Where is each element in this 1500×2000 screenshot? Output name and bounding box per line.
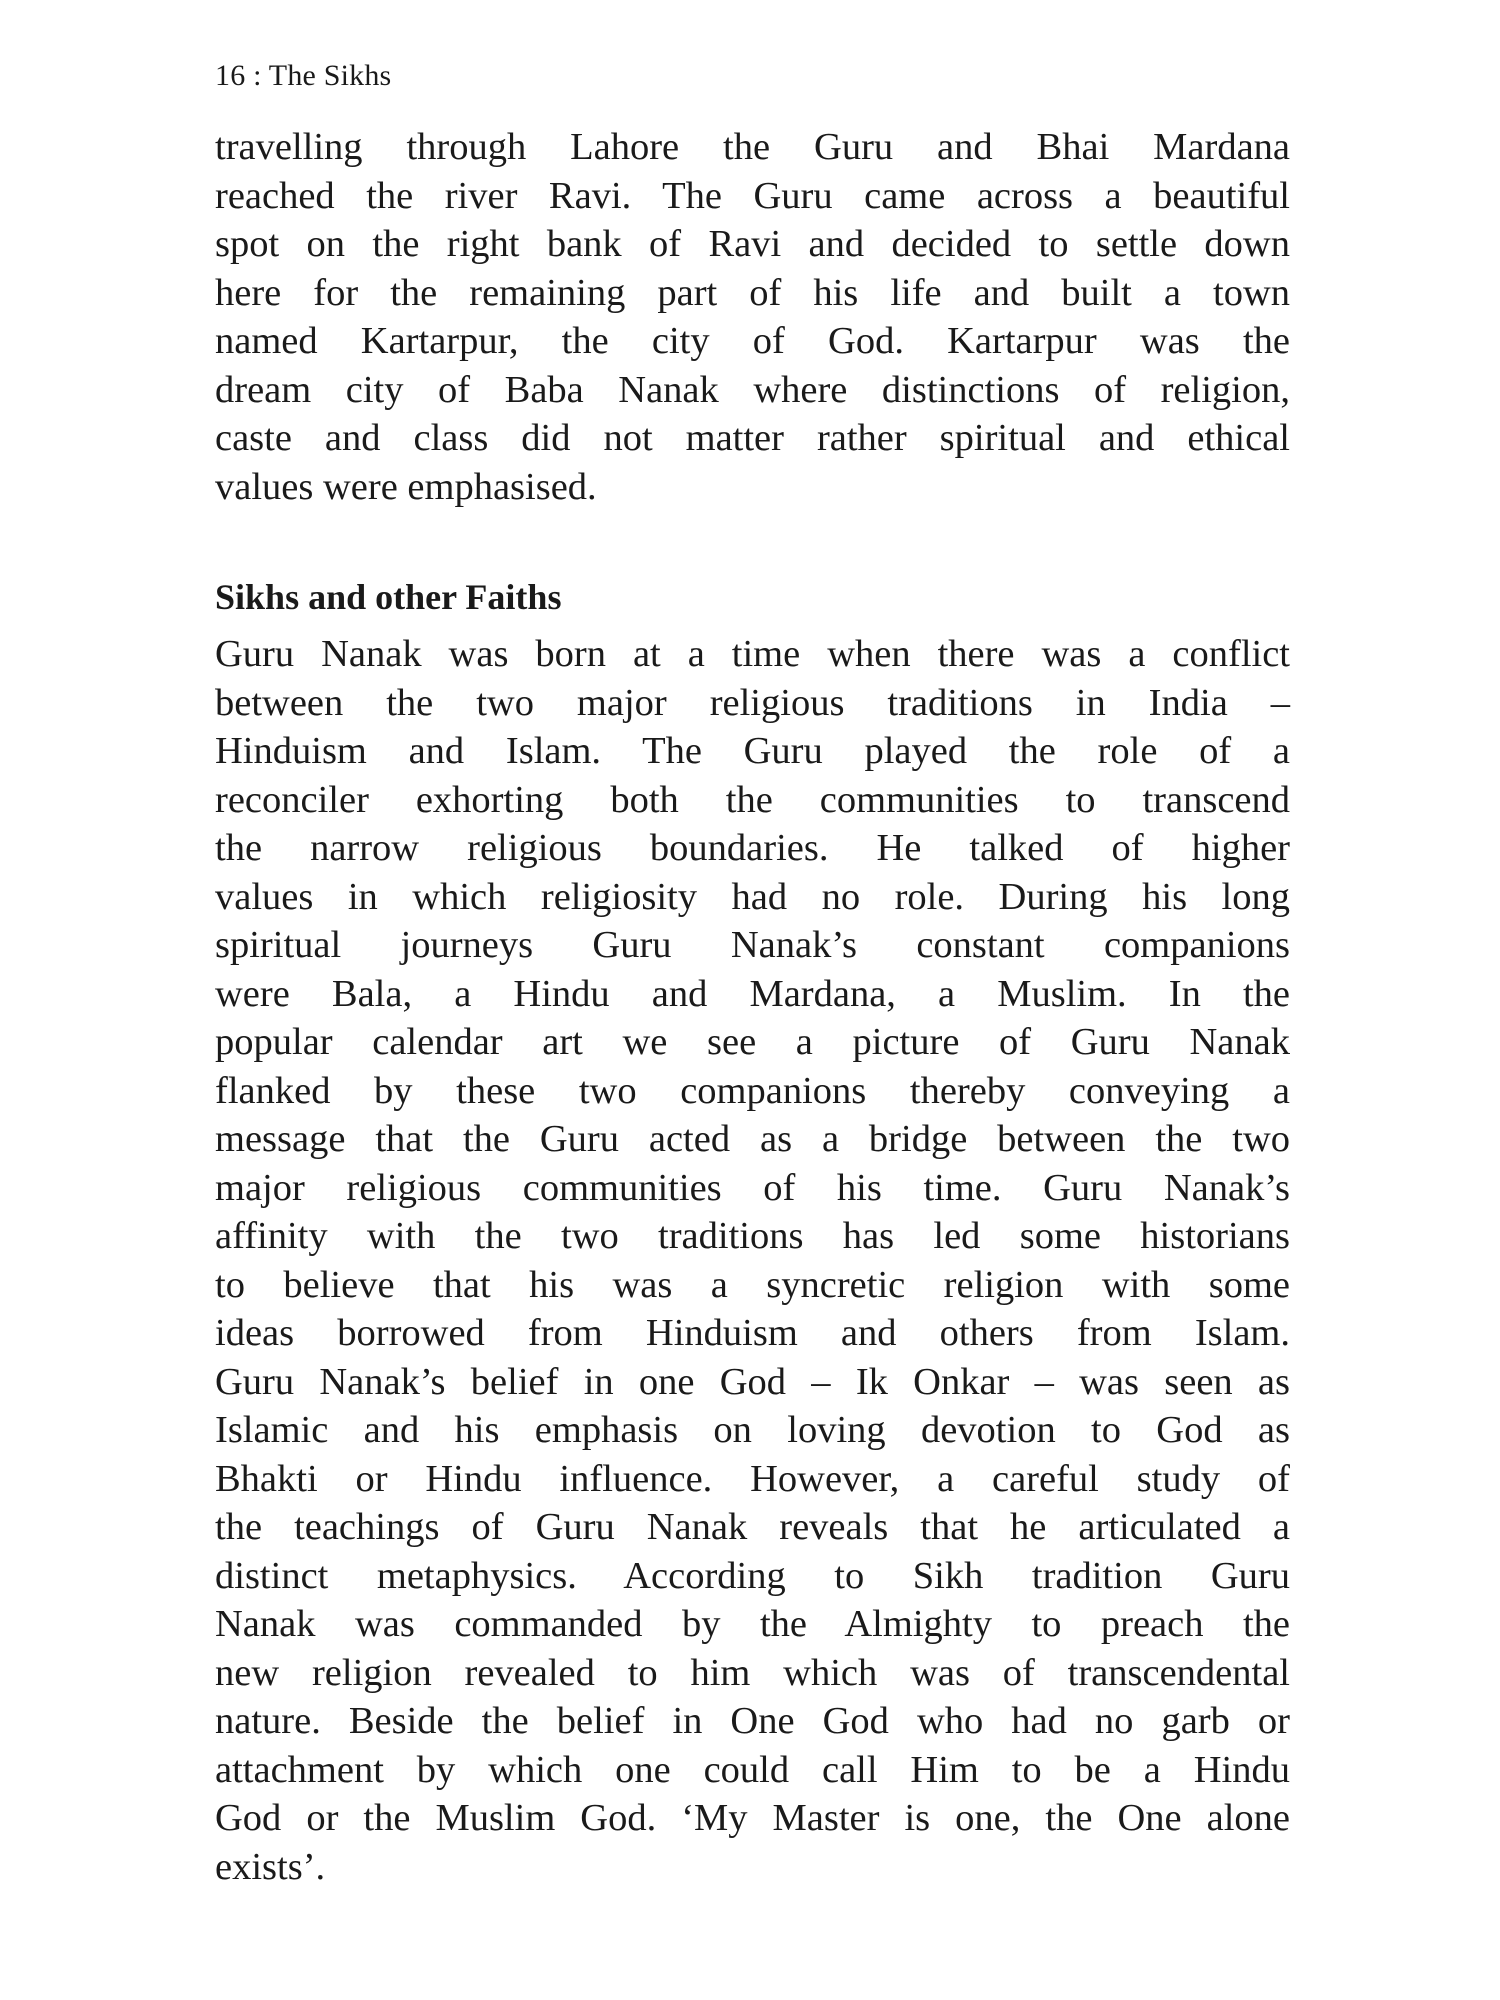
text-line: Guru Nanak was born at a time when there was a conflict	[215, 633, 1290, 675]
text-line: Nanak was commanded by the Almighty to preach the	[215, 1603, 1290, 1645]
text-line: values were emphasised.	[215, 465, 597, 508]
text-line: named Kartarpur, the city of God. Kartarpur was the	[215, 320, 1290, 362]
text-line: the teachings of Guru Nanak reveals that he articulated a	[215, 1506, 1290, 1548]
text-line: exists’.	[215, 1845, 326, 1888]
text-line: reconciler exhorting both the communities to transcend	[215, 778, 1290, 821]
text-line: major religious communities of his time. Guru Nanak’s	[215, 1166, 1290, 1209]
text-line: Islamic and his emphasis on loving devotion to God as	[215, 1409, 1290, 1451]
running-head: 16 : The Sikhs	[215, 59, 392, 92]
text-line: new religion revealed to him which was of transcendental	[215, 1651, 1290, 1694]
section-heading: Sikhs and other Faiths	[215, 577, 562, 617]
text-line: Hinduism and Islam. The Guru played the role of a	[215, 730, 1290, 772]
text-line: flanked by these two companions thereby conveying a	[215, 1069, 1290, 1112]
text-line: dream city of Baba Nanak where distinctions of religion,	[215, 368, 1290, 411]
text-line: reached the river Ravi. The Guru came across a beautiful	[215, 174, 1290, 217]
text-line: to believe that his was a syncretic religion with some	[215, 1263, 1290, 1306]
text-line: values in which religiosity had no role. During his long	[215, 875, 1290, 918]
text-line: attachment by which one could call Him to be a Hindu	[215, 1748, 1290, 1791]
text-line: between the two major religious traditions in India –	[215, 681, 1290, 724]
text-line: distinct metaphysics. According to Sikh tradition Guru	[215, 1554, 1290, 1597]
text-line: affinity with the two traditions has led some historians	[215, 1215, 1290, 1257]
paragraph-kartarpur	[215, 123, 1290, 511]
text-line: nature. Beside the belief in One God who had no garb or	[215, 1700, 1290, 1742]
paragraph-other-faiths	[215, 630, 1290, 1891]
text-line: ideas borrowed from Hinduism and others from Islam.	[215, 1312, 1290, 1354]
text-line: Guru Nanak’s belief in one God – Ik Onkar – was seen as	[215, 1360, 1290, 1403]
text-line: Bhakti or Hindu influence. However, a careful study of	[215, 1457, 1290, 1500]
text-line: the narrow religious boundaries. He talked of higher	[215, 827, 1290, 869]
text-line: message that the Guru acted as a bridge between the two	[215, 1118, 1290, 1160]
text-line: travelling through Lahore the Guru and Bhai Mardana	[215, 126, 1290, 168]
text-line: were Bala, a Hindu and Mardana, a Muslim. In the	[215, 972, 1290, 1015]
text-line: here for the remaining part of his life and built a town	[215, 271, 1290, 314]
text-line: spot on the right bank of Ravi and decided to settle down	[215, 223, 1290, 265]
text-line: God or the Muslim God. ‘My Master is one, the One alone	[215, 1797, 1290, 1839]
text-line: spiritual journeys Guru Nanak’s constant companions	[215, 924, 1290, 966]
text-line: popular calendar art we see a picture of Guru Nanak	[215, 1021, 1290, 1063]
text-line: caste and class did not matter rather spiritual and ethical	[215, 417, 1290, 459]
